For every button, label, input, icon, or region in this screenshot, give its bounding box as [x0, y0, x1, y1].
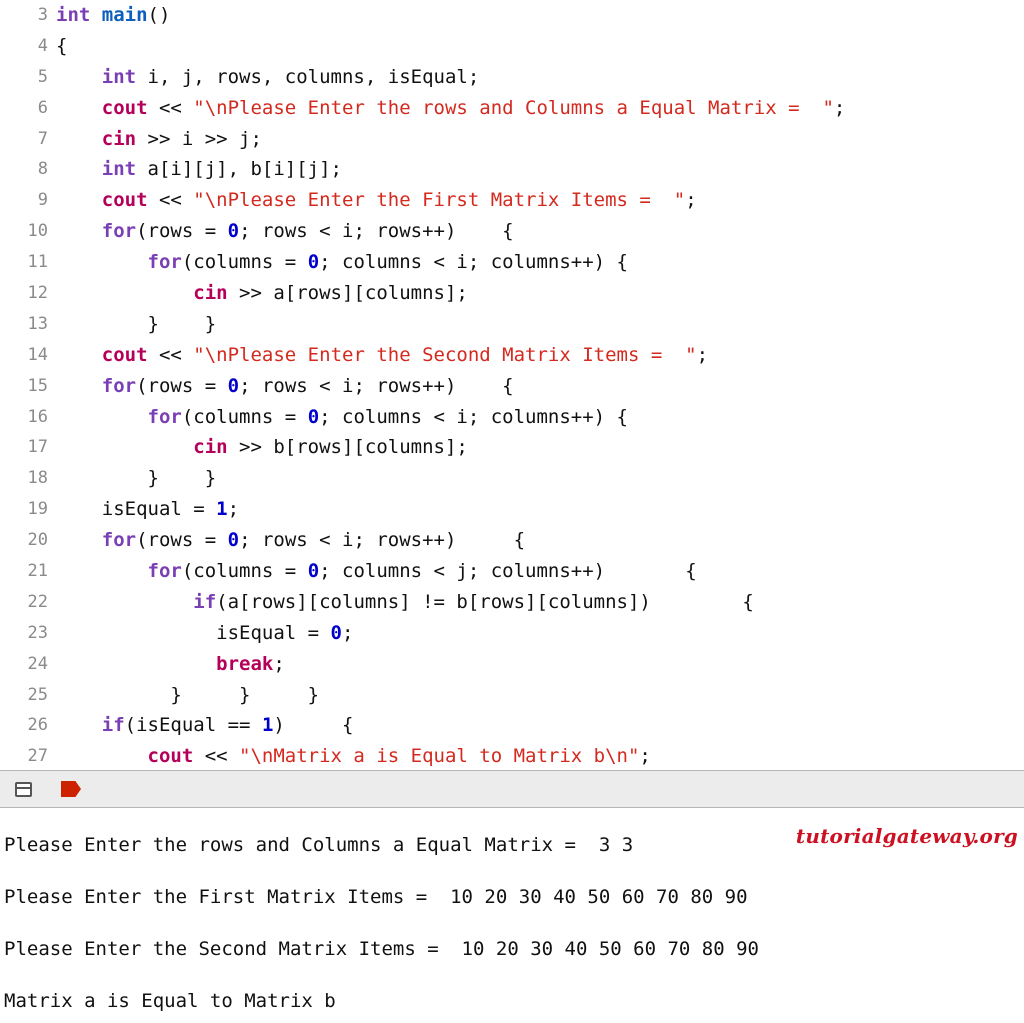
line-number: 7 [0, 124, 56, 155]
line-number: 25 [0, 680, 56, 711]
line-number: 21 [0, 556, 56, 587]
code-line[interactable] [0, 463, 1024, 494]
code-text: cout << "\nPlease Enter the Second Matrix Items = "; [101, 343, 709, 366]
run-button[interactable] [58, 777, 84, 801]
code-text: } } [56, 312, 217, 335]
line-number: 23 [0, 618, 56, 649]
code-text: int i, j, rows, columns, isEqual; [101, 65, 480, 88]
line-number: 19 [0, 494, 56, 525]
code-line[interactable] [0, 587, 1024, 618]
code-text: isEqual = 1; [56, 498, 240, 521]
code-text: } } [56, 467, 217, 490]
line-number: 10 [0, 216, 56, 247]
code-text: for(rows = 0; rows < i; rows++) { [101, 220, 514, 243]
console-line: Please Enter the rows and Columns a Equal Matrix = 3 3 [4, 834, 634, 856]
window-icon [15, 782, 32, 797]
code-line[interactable] [0, 31, 1024, 62]
line-number: 11 [0, 247, 56, 278]
code-line[interactable] [0, 247, 1024, 278]
code-line[interactable] [0, 124, 1024, 155]
code-text: for(rows = 0; rows < i; rows++) { [101, 374, 514, 397]
line-number: 4 [0, 31, 56, 62]
line-number: 16 [0, 402, 56, 433]
code-text: } } } [56, 683, 320, 706]
line-number: 17 [0, 432, 56, 463]
code-line[interactable] [0, 216, 1024, 247]
console-line: Please Enter the Second Matrix Items = 10 20 30 40 50 60 70 80 90 [4, 938, 759, 960]
code-line[interactable] [0, 93, 1024, 124]
code-text: int a[i][j], b[i][j]; [101, 158, 342, 181]
line-number: 3 [0, 0, 56, 31]
code-text: for(columns = 0; columns < j; columns++) { [147, 560, 697, 583]
console-line: Matrix a is Equal to Matrix b [4, 990, 336, 1012]
code-text: cin >> a[rows][columns]; [193, 282, 468, 305]
code-text: int main() [56, 4, 171, 26]
code-line[interactable] [0, 618, 1024, 649]
line-number: 20 [0, 525, 56, 556]
code-text: for(columns = 0; columns < i; columns++) { [147, 405, 628, 428]
code-line[interactable] [0, 710, 1024, 741]
code-text: { [56, 34, 68, 57]
code-text: cout << "\nMatrix a is Equal to Matrix b\n"; [147, 745, 651, 768]
code-line[interactable] [0, 649, 1024, 680]
code-line[interactable] [0, 525, 1024, 556]
line-number: 8 [0, 154, 56, 185]
restore-window-button[interactable] [10, 777, 36, 801]
code-line[interactable] [0, 309, 1024, 340]
code-text: for(rows = 0; rows < i; rows++) { [101, 529, 526, 552]
editor-console-toolbar [0, 770, 1024, 808]
line-number: 14 [0, 340, 56, 371]
line-number: 9 [0, 185, 56, 216]
code-text: for(columns = 0; columns < i; columns++) { [147, 251, 628, 274]
line-number: 26 [0, 710, 56, 741]
code-line[interactable] [0, 371, 1024, 402]
code-text: isEqual = 0; [56, 621, 354, 644]
code-text: if(isEqual == 1) { [101, 714, 354, 737]
code-line[interactable] [0, 0, 1024, 31]
code-line[interactable] [0, 185, 1024, 216]
line-number: 15 [0, 371, 56, 402]
code-line[interactable] [0, 556, 1024, 587]
code-line[interactable] [0, 494, 1024, 525]
line-number: 22 [0, 587, 56, 618]
watermark: tutorialgateway.org [795, 824, 1018, 848]
console-line: Please Enter the First Matrix Items = 10 20 30 40 50 60 70 80 90 [4, 886, 748, 908]
code-text: cin >> b[rows][columns]; [193, 436, 468, 459]
console-output [0, 808, 1024, 1023]
code-line[interactable] [0, 432, 1024, 463]
line-number: 12 [0, 278, 56, 309]
code-line[interactable] [0, 62, 1024, 93]
line-number: 6 [0, 93, 56, 124]
code-line[interactable] [0, 340, 1024, 371]
code-line[interactable] [0, 680, 1024, 711]
line-number: 18 [0, 463, 56, 494]
line-number: 27 [0, 741, 56, 770]
code-line[interactable] [0, 154, 1024, 185]
code-line[interactable] [0, 278, 1024, 309]
line-number: 13 [0, 309, 56, 340]
code-text: cout << "\nPlease Enter the rows and Columns a Equal Matrix = "; [101, 96, 846, 119]
code-text: cout << "\nPlease Enter the First Matrix Items = "; [101, 189, 697, 212]
code-text: cin >> i >> j; [101, 127, 262, 150]
code-line[interactable] [0, 402, 1024, 433]
code-text: if(a[rows][columns] != b[rows][columns]) { [193, 590, 754, 613]
code-text: break; [216, 652, 285, 675]
line-number: 24 [0, 649, 56, 680]
line-number: 5 [0, 62, 56, 93]
code-line[interactable] [0, 741, 1024, 770]
